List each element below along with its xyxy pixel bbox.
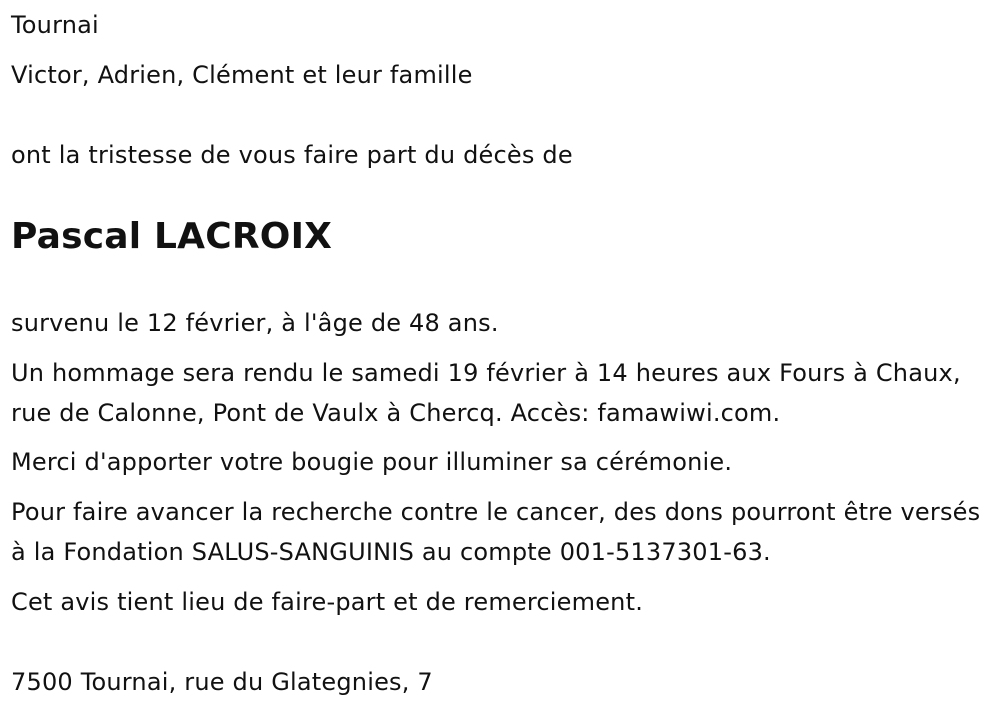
deceased-name: Pascal LACROIX — [11, 216, 333, 257]
donation-text: Pour faire avancer la recherche contre le cancer, des dons pourront être versés à la Fondation SALUS-SANGUINIS au compte 001-5137301-63. — [11, 498, 981, 566]
location-text: Tournai — [11, 11, 99, 39]
death-details-text: survenu le 12 février, à l'âge de 48 ans. — [11, 309, 499, 337]
candle-request-text: Merci d'apporter votre bougie pour illuminer sa cérémonie. — [11, 448, 733, 476]
closing-text: Cet avis tient lieu de faire-part et de remerciement. — [11, 588, 644, 616]
announcement-text: ont la tristesse de vous faire part du décès de — [11, 141, 573, 169]
tribute-text: Un hommage sera rendu le samedi 19 février à 14 heures aux Fours à Chaux, rue de Calonne, Pont de Vaulx à Chercq. Accès: famawiwi.com. — [11, 359, 961, 427]
address-text: 7500 Tournai, rue du Glategnies, 7 — [11, 668, 433, 696]
family-text: Victor, Adrien, Clément et leur famille — [11, 61, 473, 89]
